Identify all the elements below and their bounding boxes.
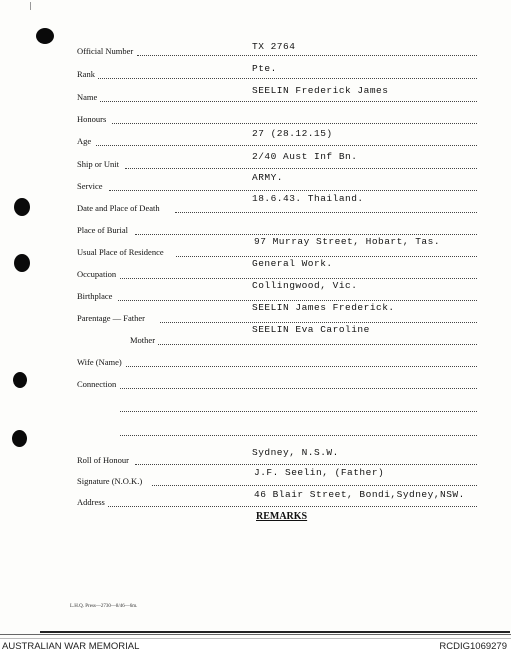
mother-label: Mother [130, 335, 156, 345]
archive-footer [0, 638, 511, 655]
official-number-value: TX 2764 [252, 41, 296, 52]
father-label: Parentage — Father [77, 313, 145, 323]
mother-value: SEELIN Eva Caroline [252, 324, 370, 335]
punch-hole [14, 254, 30, 272]
dotted-line [112, 123, 477, 124]
dotted-line [100, 101, 477, 102]
birthplace-label: Birthplace [77, 291, 113, 301]
occupation-label: Occupation [77, 269, 117, 279]
punch-hole [13, 372, 27, 388]
dotted-line [135, 234, 477, 235]
birthplace-value: Collingwood, Vic. [252, 280, 358, 291]
ship-value: 2/40 Aust Inf Bn. [252, 151, 358, 162]
name-value: SEELIN Frederick James [252, 85, 389, 96]
address-label: Address [77, 497, 105, 507]
punch-hole [36, 28, 54, 44]
death-value: 18.6.43. Thailand. [252, 193, 364, 204]
honours-label: Honours [77, 114, 107, 124]
ship-label: Ship or Unit [77, 159, 120, 169]
occupation-value: General Work. [252, 258, 333, 269]
dotted-line [176, 256, 477, 257]
dotted-line [125, 168, 477, 169]
dotted-line [108, 506, 477, 507]
roll-value: Sydney, N.S.W. [252, 447, 339, 458]
dotted-line [120, 278, 477, 279]
dotted-line [158, 344, 477, 345]
scan-mark [30, 2, 31, 10]
wife-label: Wife (Name) [77, 357, 122, 367]
dotted-line [137, 55, 477, 56]
rank-value: Pte. [252, 63, 277, 74]
footer-record-id: RCDIG1069279 [439, 641, 507, 652]
service-label: Service [77, 181, 103, 191]
signature-value: J.F. Seelin, (Father) [254, 467, 385, 478]
roll-label: Roll of Honour [77, 455, 129, 465]
official-number-label: Official Number [77, 46, 134, 56]
print-code: L.H.Q. Press—2730—8/46—6m. [70, 604, 138, 609]
father-value: SEELIN James Frederick. [252, 302, 395, 313]
footer-archive-name: AUSTRALIAN WAR MEMORIAL [2, 641, 140, 652]
address-value: 46 Blair Street, Bondi,Sydney,NSW. [254, 489, 465, 500]
scan-edge [40, 631, 510, 633]
dotted-line [126, 366, 477, 367]
dotted-line [160, 322, 477, 323]
dotted-line [98, 78, 477, 79]
dotted-line [120, 388, 477, 389]
service-value: ARMY. [252, 172, 284, 183]
death-label: Date and Place of Death [77, 203, 160, 213]
dotted-line [135, 464, 477, 465]
residence-label: Usual Place of Residence [77, 247, 164, 257]
punch-hole [12, 430, 27, 447]
signature-label: Signature (N.O.K.) [77, 476, 143, 486]
residence-value: 97 Murray Street, Hobart, Tas. [254, 236, 441, 247]
dotted-line [109, 190, 477, 191]
dotted-line [120, 411, 477, 412]
age-label: Age [77, 136, 92, 146]
punch-hole [14, 198, 30, 216]
dotted-line [118, 300, 477, 301]
remarks-heading: REMARKS [256, 511, 308, 522]
age-value: 27 (28.12.15) [252, 128, 333, 139]
scan-edge [0, 634, 511, 635]
connection-label: Connection [77, 379, 117, 389]
dotted-line [120, 435, 477, 436]
dotted-line [152, 485, 477, 486]
rank-label: Rank [77, 69, 95, 79]
dotted-line [96, 145, 477, 146]
dotted-line [175, 212, 477, 213]
burial-label: Place of Burial [77, 225, 128, 235]
name-label: Name [77, 92, 98, 102]
